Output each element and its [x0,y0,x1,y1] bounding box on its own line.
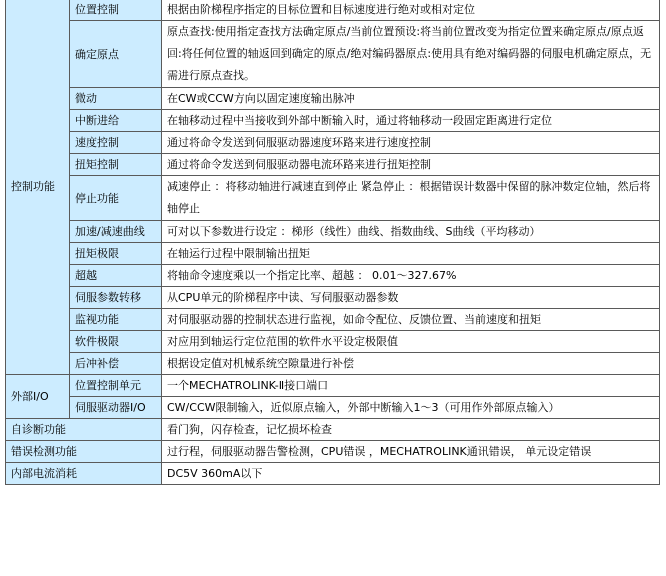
row-desc: 在轴移动过程中当接收到外部中断输入时，通过将轴移动一段固定距离进行定位 [162,110,660,132]
category-control: 控制功能 [6,0,70,375]
row-desc: 在CW或CCW方向以固定速度输出脉冲 [162,88,660,110]
row-desc: 从CPU单元的阶梯程序中读、写伺服驱动器参数 [162,287,660,309]
row-label: 错误检测功能 [6,441,162,463]
row-desc: 将轴命令速度乘以一个指定比率、超越 ： 0.01～327.67% [162,265,660,287]
table-row [6,375,660,397]
row-label: 停止功能 [70,176,162,221]
row-label: 伺服驱动器I/O [70,397,162,419]
table-row [6,243,660,265]
row-label: 内部电流消耗 [6,463,162,485]
row-desc: 可对以下参数进行设定 ：梯形（线性）曲线、指数曲线、S曲线（平均移动） [162,221,660,243]
row-desc: 对伺服驱动器的控制状态进行监视，如命令配位、反馈位置、当前速度和扭矩 [162,309,660,331]
table-row [6,221,660,243]
table-row [6,309,660,331]
table-row [6,21,660,88]
table-row [6,397,660,419]
table-row [6,132,660,154]
row-desc: 对应用到轴运行定位范围的软件水平设定极限值 [162,331,660,353]
row-label: 扭矩控制 [70,154,162,176]
table-row [6,176,660,221]
row-desc: 通过将命令发送到伺服驱动器速度环路来进行速度控制 [162,132,660,154]
table-row [6,287,660,309]
table-row [6,353,660,375]
row-desc: CW/CCW限制输入，近似原点输入，外部中断输入1～3（可用作外部原点输入） [162,397,660,419]
row-desc: 减速停止 ：将移动轴进行减速直到停止 紧急停止 ：根据错误计数器中保留的脉冲数定位轴，然后将轴停止 [162,176,660,221]
row-desc: 过行程，伺服驱动器告警检测，CPU错误 ，MECHATROLINK通讯错误， 单元设定错误 [162,441,660,463]
table-row [6,441,660,463]
row-label: 后冲补偿 [70,353,162,375]
row-label: 中断进给 [70,110,162,132]
row-desc: 看门狗，闪存检查，记忆损坏检查 [162,419,660,441]
row-desc: 一个MECHATROLINK-Ⅱ接口端口 [162,375,660,397]
row-label: 位置控制 [70,0,162,21]
row-label: 扭矩极限 [70,243,162,265]
row-label: 位置控制单元 [70,375,162,397]
row-desc: 通过将命令发送到伺服驱动器电流环路来进行扭矩控制 [162,154,660,176]
row-label: 超越 [70,265,162,287]
row-label: 监视功能 [70,309,162,331]
table-row [6,265,660,287]
table-row [6,419,660,441]
row-label: 伺服参数转移 [70,287,162,309]
row-desc: 原点查找:使用指定查找方法确定原点/当前位置预设:将当前位置改变为指定位置来确定原点/原点返回:将任何位置的轴返回到确定的原点/绝对编码器原点:使用具有绝对编码器的伺服电机确定原点，无需进行原点查找。 [162,21,660,88]
table-row [6,331,660,353]
row-label: 自诊断功能 [6,419,162,441]
row-desc: 根据设定值对机械系统空隙量进行补偿 [162,353,660,375]
row-desc: 在轴运行过程中限制输出扭矩 [162,243,660,265]
row-label: 确定原点 [70,21,162,88]
spec-table [5,0,660,485]
table-row [6,463,660,485]
row-label: 软件极限 [70,331,162,353]
row-label: 速度控制 [70,132,162,154]
row-label: 微动 [70,88,162,110]
row-desc: 根据由阶梯程序指定的目标位置和目标速度进行绝对或相对定位 [162,0,660,21]
table-row [6,154,660,176]
table-row [6,0,660,21]
row-label: 加速/减速曲线 [70,221,162,243]
table-row [6,88,660,110]
table-row [6,110,660,132]
row-desc: DC5V 360mA以下 [162,463,660,485]
category-external-io: 外部I/O [6,375,70,419]
